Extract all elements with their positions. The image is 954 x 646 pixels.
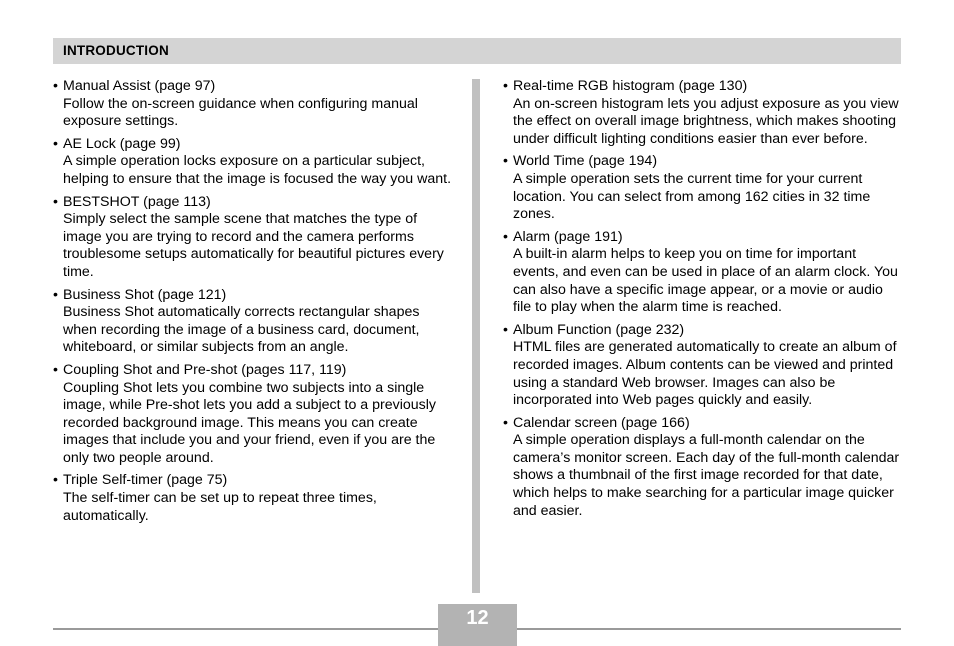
feature-title: Coupling Shot and Pre-shot (pages 117, 119) [63,361,347,378]
feature-item [53,194,453,282]
feature-item [503,153,903,223]
feature-item [53,136,453,189]
section-title: INTRODUCTION [63,43,169,58]
bullet-icon: • [53,286,58,303]
bullet-icon: • [53,193,58,210]
feature-item [53,362,453,468]
feature-item [503,229,903,317]
bullet-icon: • [53,135,58,152]
feature-title: BESTSHOT (page 113) [63,193,211,210]
bullet-icon: • [503,78,508,94]
feature-description: An on-screen histogram lets you adjust exposure as you view the effect on overall image brightness, which makes shooting under difficult lighting conditions easier than ever before. [513,95,899,147]
feature-item [503,78,903,148]
bullet-icon: • [53,472,58,489]
feature-description: The self-timer can be set up to repeat three times, automatically. [63,490,377,524]
feature-description: A built-in alarm helps to keep you on time for important events, and even can be used in place of an alarm clock. You can also have a specific image appear, or a movie or audio file to play when the alarm time is reached. [513,246,898,316]
column-divider [472,79,480,593]
feature-item [53,78,453,131]
feature-title: Calendar screen (page 166) [513,414,690,431]
left-column [53,78,453,530]
feature-description: A simple operation locks exposure on a particular subject, helping to ensure that the image is focused the way you want. [63,153,452,187]
page-number-box [438,604,517,646]
feature-description: Simply select the sample scene that matches the type of image you are trying to record and the camera performs troublesome setups automatically for beautiful pictures every time. [63,211,444,280]
feature-description: A simple operation sets the current time for your current location. You can select from among 162 cities in 32 time zones. [513,170,871,223]
section-header-bar [53,38,901,64]
feature-title: Triple Self-timer (page 75) [63,472,228,489]
feature-item [503,322,903,410]
bullet-icon: • [503,321,508,338]
feature-title: AE Lock (page 99) [63,135,181,152]
feature-description: Coupling Shot lets you combine two subjects into a single image, while Pre-shot lets you add a subject to a previously recorded background image. This means you can create images that include you and your friend, even if you are the only two people around. [63,379,437,466]
feature-title: Manual Assist (page 97) [63,78,216,94]
right-column [503,78,903,525]
feature-title: Business Shot (page 121) [63,286,227,303]
feature-description: HTML files are generated automatically to create an album of recorded images. Album contents can be viewed and printed using a standard Web browser. Images can also be incorporated into Web pages quickly and easily. [513,339,897,409]
feature-item [503,415,903,521]
bullet-icon: • [53,361,58,378]
feature-title: Album Function (page 232) [513,321,685,338]
bullet-icon: • [53,78,58,94]
bullet-icon: • [503,414,508,431]
bullet-icon: • [503,228,508,245]
feature-description: Follow the on-screen guidance when configuring manual exposure settings. [63,95,418,130]
bullet-icon: • [503,153,508,170]
feature-item [53,287,453,357]
feature-title: Alarm (page 191) [513,228,623,245]
page-number: 12 [466,607,489,629]
feature-description: Business Shot automatically corrects rectangular shapes when recording the image of a business card, document, whiteboard, or similar subjects from an angle. [63,304,420,356]
feature-title: Real-time RGB histogram (page 130) [513,78,748,94]
feature-item [53,472,453,525]
feature-title: World Time (page 194) [513,153,658,170]
feature-description: A simple operation displays a full-month calendar on the camera’s monitor screen. Each day of the full-month calendar shows a thumbnail of the first image recorded for that date, which helps to make searching for a particular image quicker and easier. [513,432,900,519]
